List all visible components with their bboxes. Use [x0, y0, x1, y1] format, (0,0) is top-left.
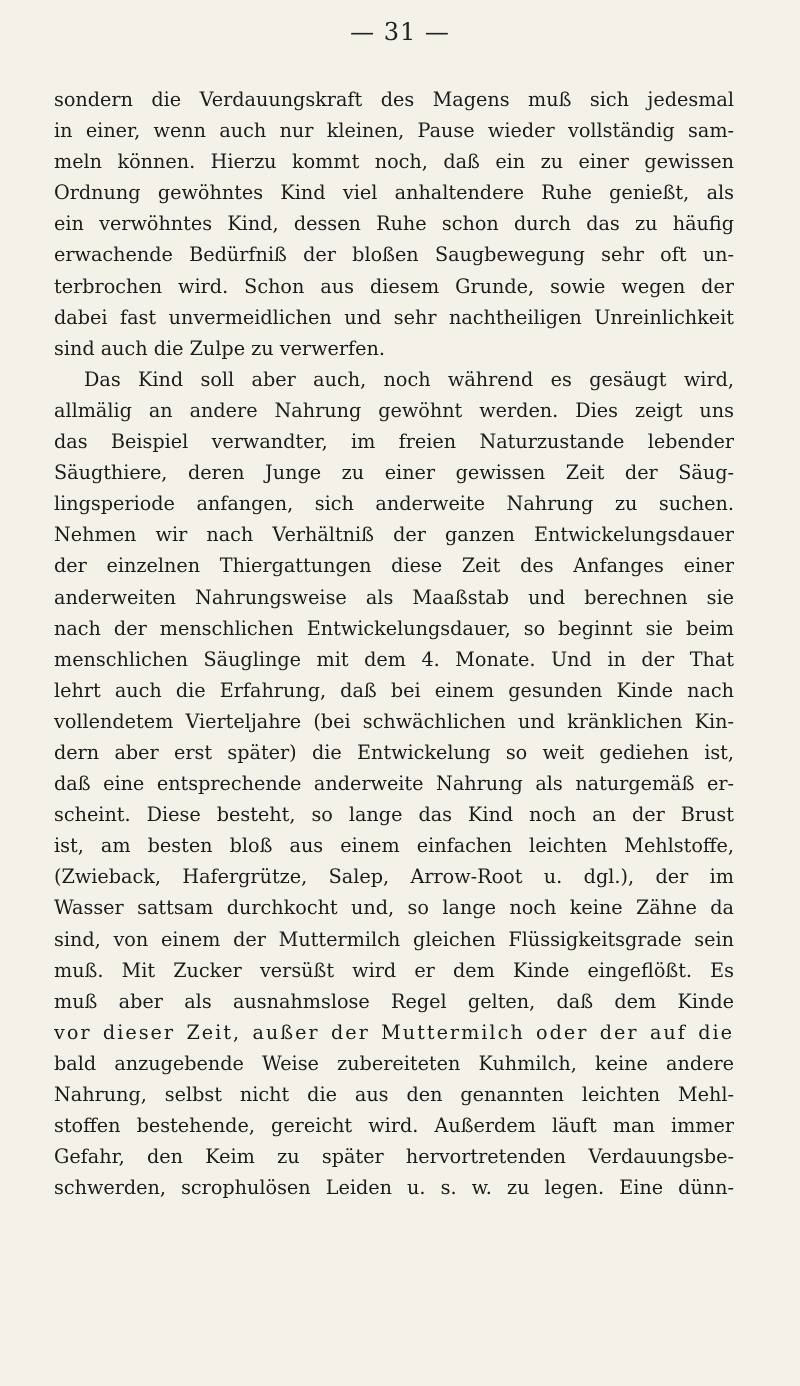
text-line: Säugthiere, deren Junge zu einer gewissen Zeit der Säug‑ [54, 461, 734, 485]
text-line: in einer, wenn auch nur kleinen, Pause wieder vollständig sam‑ [54, 119, 734, 143]
text-line: ist, am besten bloß aus einem einfachen leichten Mehlstoffe, [54, 834, 734, 858]
text-line: bald anzugebende Weise zubereiteten Kuhmilch, keine andere [54, 1051, 734, 1075]
body-text [54, 84, 734, 1203]
text-line: muß aber als ausnahmslose Regel gelten, daß dem Kinde [54, 989, 734, 1013]
text-line: schwerden, scrophulösen Leiden u. s. w. zu legen. Eine dünn‑ [54, 1176, 734, 1200]
text-line: meln können. Hierzu kommt noch, daß ein zu einer gewissen [54, 150, 734, 174]
text-line: anderweiten Nahrungsweise als Maaßstab und berechnen sie [54, 585, 734, 609]
text-line: Nahrung, selbst nicht die aus den genannten leichten Mehl‑ [54, 1083, 734, 1106]
text-line: daß eine entsprechende anderweite Nahrung als naturgemäß er‑ [54, 772, 734, 796]
text-line: sondern die Verdauungskraft des Magens muß sich jedesmal [54, 88, 734, 111]
text-line: sind, von einem der Muttermilch gleichen Flüssigkeitsgrade sein [54, 927, 734, 951]
text-line: lehrt auch die Erfahrung, daß bei einem gesunden Kinde nach [54, 678, 734, 702]
text-line: Wasser sattsam durchkocht und, so lange noch keine Zähne da [54, 896, 734, 920]
text-line: lingsperiode anfangen, sich anderweite Nahrung zu suchen. [54, 492, 734, 516]
text-line: das Beispiel verwandter, im freien Naturzustande lebender [54, 430, 734, 454]
text-line: scheint. Diese besteht, so lange das Kind noch an der Brust [54, 803, 734, 827]
text-line: muß. Mit Zucker versüßt wird er dem Kinde eingeflößt. Es [54, 958, 734, 982]
text-line: (Zwieback, Hafergrütze, Salep, Arrow‑Root u. dgl.), der im [54, 865, 734, 889]
text-line: nach der menschlichen Entwickelungsdauer, so beginnt sie beim [54, 616, 734, 640]
text-line: Nehmen wir nach Verhältniß der ganzen Entwickelungsdauer [54, 523, 734, 547]
text-line: Gefahr, den Keim zu später hervortretenden Verdauungsbe‑ [54, 1145, 734, 1169]
text-line: allmälig an andere Nahrung gewöhnt werden. Dies zeigt uns [54, 398, 734, 422]
text-line: menschlichen Säuglinge mit dem 4. Monate. Und in der That [54, 647, 734, 671]
text-line: dern aber erst später) die Entwickelung so weit gediehen ist, [54, 740, 734, 764]
text-line: terbrochen wird. Schon aus diesem Grunde, sowie wegen der [54, 274, 734, 298]
page-number: — 31 — [350, 18, 450, 46]
text-line: vollendetem Vierteljahre (bei schwächlichen und kränklichen Kin‑ [54, 709, 734, 733]
text-line: der einzelnen Thiergattungen diese Zeit des Anfanges einer [54, 554, 734, 578]
text-line: ein verwöhntes Kind, dessen Ruhe schon durch das zu häufig [54, 212, 734, 236]
text-line: erwachende Bedürfniß der bloßen Saugbewegung sehr oft un‑ [54, 243, 734, 267]
text-line: Ordnung gewöhntes Kind viel anhaltendere Ruhe genießt, als [54, 181, 734, 205]
text-line: stoffen bestehende, gereicht wird. Außerdem läuft man immer [54, 1114, 734, 1138]
text-line: vor dieser Zeit, außer der Muttermilch oder der auf die [54, 1020, 734, 1044]
text-line: Das Kind soll aber auch, noch während es gesäugt wird, [84, 367, 734, 391]
text-line: sind auch die Zulpe zu verwerfen. [54, 336, 385, 360]
text-line: dabei fast unvermeidlichen und sehr nachtheiligen Unreinlichkeit [54, 305, 734, 329]
